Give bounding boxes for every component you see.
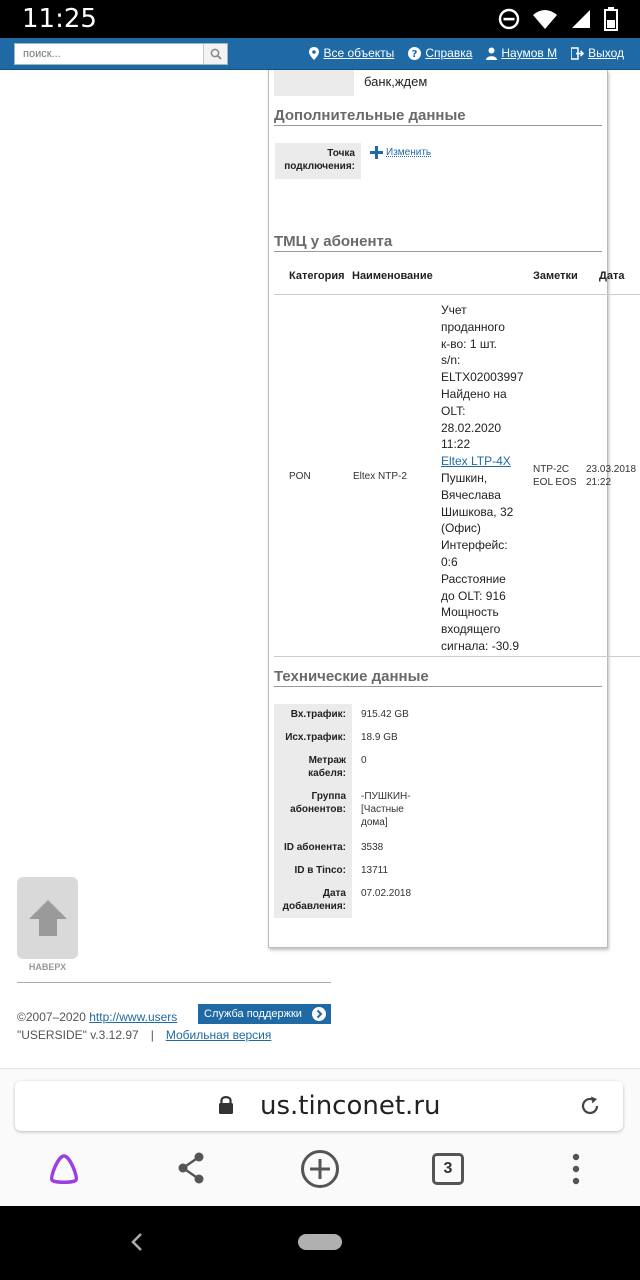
notes-line: проданного [441,319,505,334]
top-navigation [0,38,640,70]
support-button[interactable] [198,1004,331,1024]
logout-icon [571,47,584,60]
notes-line: Шишкова, 32 [441,504,514,519]
notes-line: Интерфейс: [441,538,508,553]
row-date: 23.03.2018 21:22 [586,464,637,488]
footer-separator: | [150,1028,154,1042]
back-to-top-button[interactable] [17,877,78,959]
tmc-title: ТМЦ у абонента [274,233,602,252]
user-link[interactable] [486,46,557,60]
tech-value: 07.02.2018 [361,888,412,899]
tech-value: 0 [361,755,367,766]
status-icons [498,7,618,31]
change-label: Изменить [386,147,432,158]
lock-icon [218,1095,234,1115]
mobile-version-link[interactable]: Мобильная версия [165,1028,272,1042]
notes-line: до OLT: 916 [441,588,506,603]
notes-line: Расстояние [441,571,506,586]
support-label: Служба поддержки [204,1008,302,1020]
search-input[interactable] [15,44,203,64]
connection-point-label: Точка подключения: [275,143,361,179]
version-text: "USERSIDE" v.3.12.97 [17,1028,139,1042]
notes-line: 11:22 [441,437,471,452]
help-label: Справка [425,46,473,60]
back-icon[interactable] [130,1232,144,1252]
wifi-icon [532,8,558,30]
row-category: PON [289,471,311,482]
all-objects-label: Все объекты [323,46,395,60]
new-tab-icon[interactable] [300,1149,340,1189]
site-link[interactable]: http://www.users [89,1010,178,1024]
battery-icon [604,7,618,31]
status-time: 11:25 [22,4,97,34]
notes-line: Пушкин, [441,470,488,485]
row-notes [441,302,527,655]
col-remarks: Заметки [533,270,578,282]
col-name: Наименование [352,270,433,282]
browser-toolbar [0,1145,640,1195]
home-button[interactable] [298,1234,342,1250]
footer-divider [17,982,331,983]
footer-copyright [17,1010,177,1024]
user-label: Наумов М [501,46,558,60]
copyright-text: ©2007–2020 [17,1010,86,1024]
top-fragment [274,70,604,98]
notes-line: Мощность [441,605,499,620]
browser-chrome [0,1068,640,1206]
olt-link[interactable]: Eltex LTP-4X [441,454,511,469]
top-label-cell [274,70,354,96]
tech-label: Группа абонентов: [290,791,346,815]
share-icon[interactable] [176,1151,206,1185]
search-box [14,43,228,65]
notes-line: 28.02.2020 [441,420,502,435]
footer-version [17,1028,271,1042]
tech-label: Вх.трафик: [290,709,346,720]
notes-line: ELTX02003997 [441,370,524,385]
tech-value: 18.9 GB [361,732,398,743]
tech-label: ID абонента: [283,842,346,853]
tech-data-title: Технические данные [274,668,602,687]
notes-line: s/n: [441,353,461,368]
reload-icon[interactable] [579,1095,601,1117]
row-name: Eltex NTP-2 [353,471,407,482]
tech-label: Исх.трафик: [285,732,346,743]
notes-line: (Офис) [441,521,481,536]
do-not-disturb-icon [498,8,520,30]
nav-links [309,46,624,60]
tabs-count-button[interactable]: 3 [432,1153,464,1185]
all-objects-link[interactable] [309,46,394,60]
notes-line: Вячеслава [441,487,501,502]
col-category: Категория [289,270,345,282]
tech-label: Дата добавления: [282,888,346,912]
tech-value: 3538 [361,842,384,853]
location-pin-icon [309,47,319,60]
change-connection-point-button[interactable] [370,146,431,159]
table-header-divider [274,294,640,295]
tech-label: ID в Tinco: [294,865,346,876]
notes-line: сигнала: -30.9 [441,638,520,653]
plus-icon [370,146,383,159]
back-to-top-label: НАВЕРХ [28,962,67,972]
table-row-divider [274,656,640,657]
alice-assistant-icon[interactable] [46,1151,82,1187]
user-icon [486,47,497,60]
search-button[interactable] [203,44,227,64]
notes-line: входящего [441,622,501,637]
logout-link[interactable] [571,46,624,60]
tech-value: 915.42 GB [361,709,409,720]
notes-line: 0:6 [441,554,458,569]
chevron-right-icon [312,1007,326,1021]
search-icon [210,48,222,60]
notes-line: Найдено на [441,386,507,401]
row-remarks: NTP-2C EOL EOS [533,464,577,488]
tech-value: 13711 [361,865,389,876]
top-fragment-text: банк,ждем [364,74,428,89]
arrow-up-icon [27,898,69,938]
notes-line: Учет [441,303,467,317]
col-date: Дата [599,270,625,282]
card-content [268,70,640,950]
tech-label: Метраж кабеля: [308,755,346,779]
additional-data-title: Дополнительные данные [274,107,602,126]
help-icon [408,47,421,60]
logout-label: Выход [588,46,624,60]
notes-line: OLT: [441,403,466,418]
signal-icon [570,8,592,30]
url-text: us.tinconet.ru [260,1091,441,1121]
notes-line: к-во: 1 шт. [441,336,497,351]
status-bar [0,0,640,38]
svg-text:?: ? [411,48,418,60]
help-link[interactable] [408,46,472,60]
more-options-icon[interactable] [570,1151,582,1187]
url-bar[interactable] [15,1081,623,1131]
tech-value: -ПУШКИН- [Частные дома] [361,791,411,828]
android-navigation-bar [0,1206,640,1280]
